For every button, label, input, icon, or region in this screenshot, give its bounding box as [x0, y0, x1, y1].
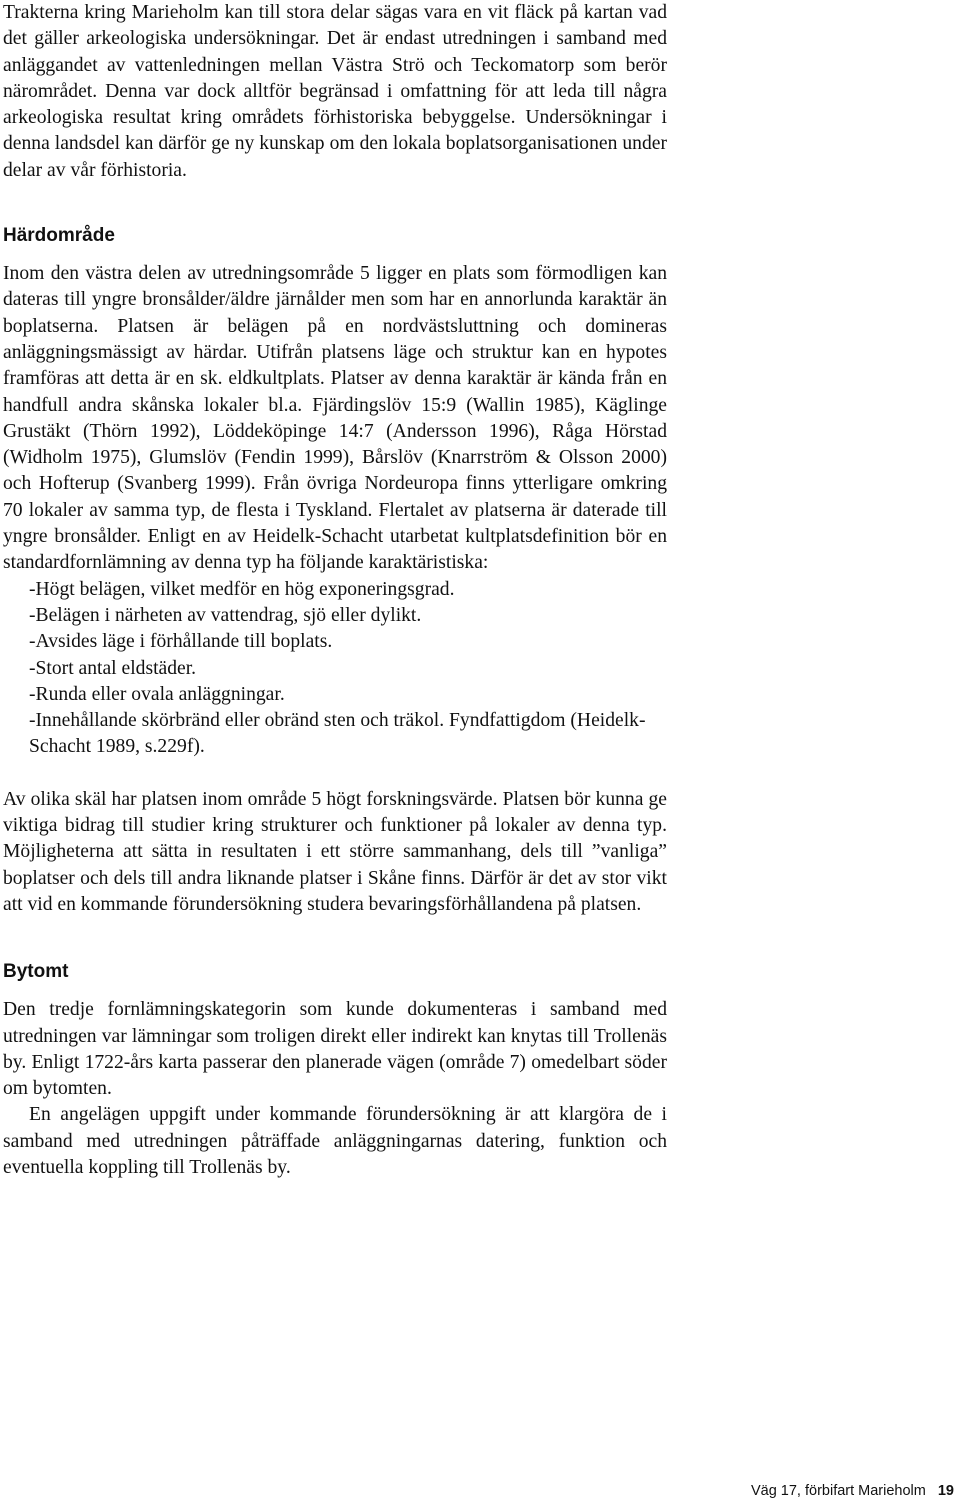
- hardomrade-paragraph-1: Inom den västra delen av utredningsområde 5 ligger en plats som förmodligen kan dateras till yngre bronsålder/äldre järnålder men som har en annorlunda karaktär än boplatserna. Platsen är belägen på en nordvästsluttning och domineras anläggningsmässigt av härdar. Utifrån platsens läge och struktur kan en hypotes framföras att detta är en sk. eldkultplats. Platser av denna karaktär är kända från en handfull andra skånska lokaler bl.a. Fjärdingslöv 15:9 (Wallin 1985), Käglinge Grustäkt (Thörn 1992), Löddeköpinge 14:7 (Andersson 1996), Råga Hörstad (Widholm 1975), Glumslöv (Fendin 1999), Bårslöv (Knarrström & Olsson 2000) och Hofterup (Svanberg 1999). Från övriga Nordeuropa finns ytterligare omkring 70 lokaler av samma typ, de flesta i Tyskland. Flertalet av platserna är daterade till yngre bronsålder. Enligt en av Heidelk-Schacht utarbetat kultplatsdefinition bör en standardfornlämning av denna typ ha följande karaktäristiska:: [3, 263, 667, 574]
- section-heading-bytomt: Bytomt: [3, 961, 69, 983]
- footer-title: Väg 17, förbifart Marieholm: [750, 1483, 926, 1499]
- hardomrade-paragraph-2: Av olika skäl har platsen inom område 5 högt forskningsvärde. Platsen bör kunna ge viktiga bidrag till studier kring strukturer och funktioner på lokaler av denna typ. Möjligheterna att sätta in resultaten i ett större sammanhang, dels till ”vanliga” boplatser och dels till andra liknande platser i Skåne finns. Därför är det av stor vikt att vid en kommande förundersökning studera bevaringsförhållandena på platsen.: [3, 788, 667, 915]
- page-footer: [751, 1482, 954, 1500]
- characteristics-list: [3, 577, 667, 761]
- list-item: -Innehållande skörbränd eller obränd sten och träkol. Fyndfattigdom (Heidelk-Schacht 1989, s.229f).: [29, 710, 646, 758]
- list-item: -Belägen i närheten av vattendrag, sjö eller dylikt.: [29, 604, 422, 626]
- list-item: -Runda eller ovala anläggningar.: [29, 683, 285, 705]
- list-item: -Avsides läge i förhållande till boplats.: [29, 631, 333, 653]
- intro-paragraph: Trakterna kring Marieholm kan till stora delar sägas vara en vit fläck på kartan vad det gäller arkeologiska undersökningar. Det är endast utredningen i samband med anläggandet av vattenledningen mellan Västra Strö och Teckomatorp som berör närområdet. Denna var dock alltför begränsad i omfattning för att leda till några arkeologiska resultat kring områdets förhistoriska bebyggelse. Undersökningar i denna landsdel kan därför ge ny kunskap om den lokala boplatsorganisationen under delar av vår förhistoria.: [3, 2, 667, 181]
- bytomt-paragraph-1: Den tredje fornlämningskategorin som kunde dokumenteras i samband med utredningen var lämningar som troligen direkt eller indirekt kan knytas till Trollenäs by. Enligt 1722-års karta passerar den planerade vägen (område 7) omedelbart söder om bytomten.: [3, 999, 667, 1100]
- bytomt-paragraph-2: En angelägen uppgift under kommande förundersökning är att klargöra de i samband med utredningen påträffade anläggningarnas datering, funktion och eventuella koppling till Trollenäs by.: [3, 1104, 667, 1178]
- page-number: 19: [937, 1483, 954, 1499]
- section-heading-hardomrade: Härdområde: [3, 225, 115, 247]
- page-body: [3, 0, 667, 1181]
- list-item: -Stort antal eldstäder.: [29, 657, 197, 679]
- list-item: -Högt belägen, vilket medför en hög exponeringsgrad.: [29, 578, 455, 600]
